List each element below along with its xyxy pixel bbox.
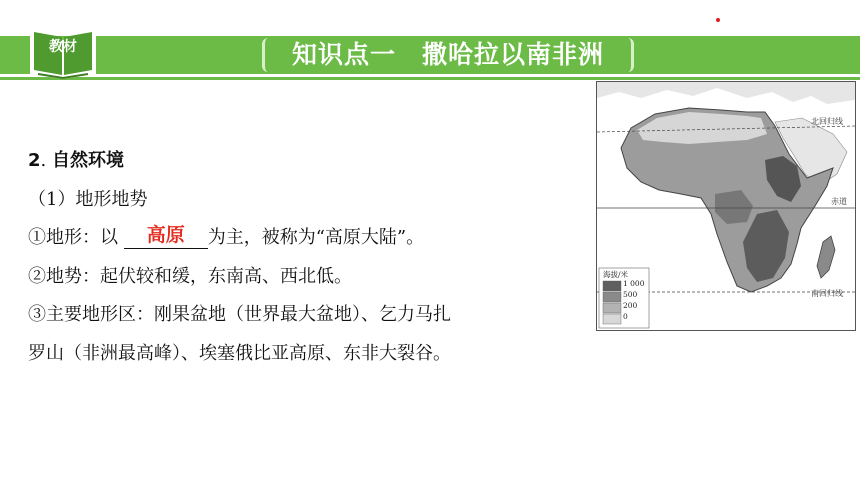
elevation-legend <box>599 268 649 328</box>
legend-level-label: 0 <box>623 312 628 321</box>
legend-swatch <box>603 292 621 302</box>
tropic-north-label: 北回归线 <box>811 117 843 126</box>
accent-dot <box>716 18 720 22</box>
answer-text: 高原 <box>146 224 185 246</box>
legend-level-label: 200 <box>623 301 638 310</box>
equator-label: 赤道 <box>831 197 847 206</box>
item-regions-line2: 罗山（非洲最高峰）、埃塞俄比亚高原、东非大裂谷。 <box>28 342 451 364</box>
answer-blank <box>124 223 208 249</box>
tropic-south-label: 南回归线 <box>811 289 843 298</box>
legend-level-label: 500 <box>623 290 638 299</box>
item-regions-line1: ③主要地形区：刚果盆地（世界最大盆地）、乞力马扎 <box>28 304 451 325</box>
section-number: 2 <box>28 150 41 171</box>
subsection-heading: （1）地形地势 <box>28 188 148 210</box>
content-area <box>28 142 568 373</box>
item-terrain: ②地势：起伏较和缓，东南高、西北低。 <box>28 265 352 287</box>
item-landform-suffix: 为主，被称为“高原大陆”。 <box>207 227 425 248</box>
item-landform-prefix: ①地形：以 <box>28 227 118 248</box>
section-heading <box>28 142 568 181</box>
item-landform <box>28 219 568 258</box>
header-underline <box>0 77 860 80</box>
legend-swatch <box>603 281 621 291</box>
page-title: 知识点一 撒哈拉以南非洲 <box>291 40 604 69</box>
legend-swatch <box>603 314 621 324</box>
section-title: 自然环境 <box>52 150 124 171</box>
section-number-sep: . <box>40 150 47 171</box>
badge-label: 教材 <box>49 39 77 55</box>
legend-level-label: 1 000 <box>623 279 645 288</box>
map-graphic <box>597 82 855 330</box>
legend-title: 海拔/米 <box>603 270 629 279</box>
africa-relief-map <box>596 81 856 331</box>
legend-swatch <box>603 303 621 313</box>
